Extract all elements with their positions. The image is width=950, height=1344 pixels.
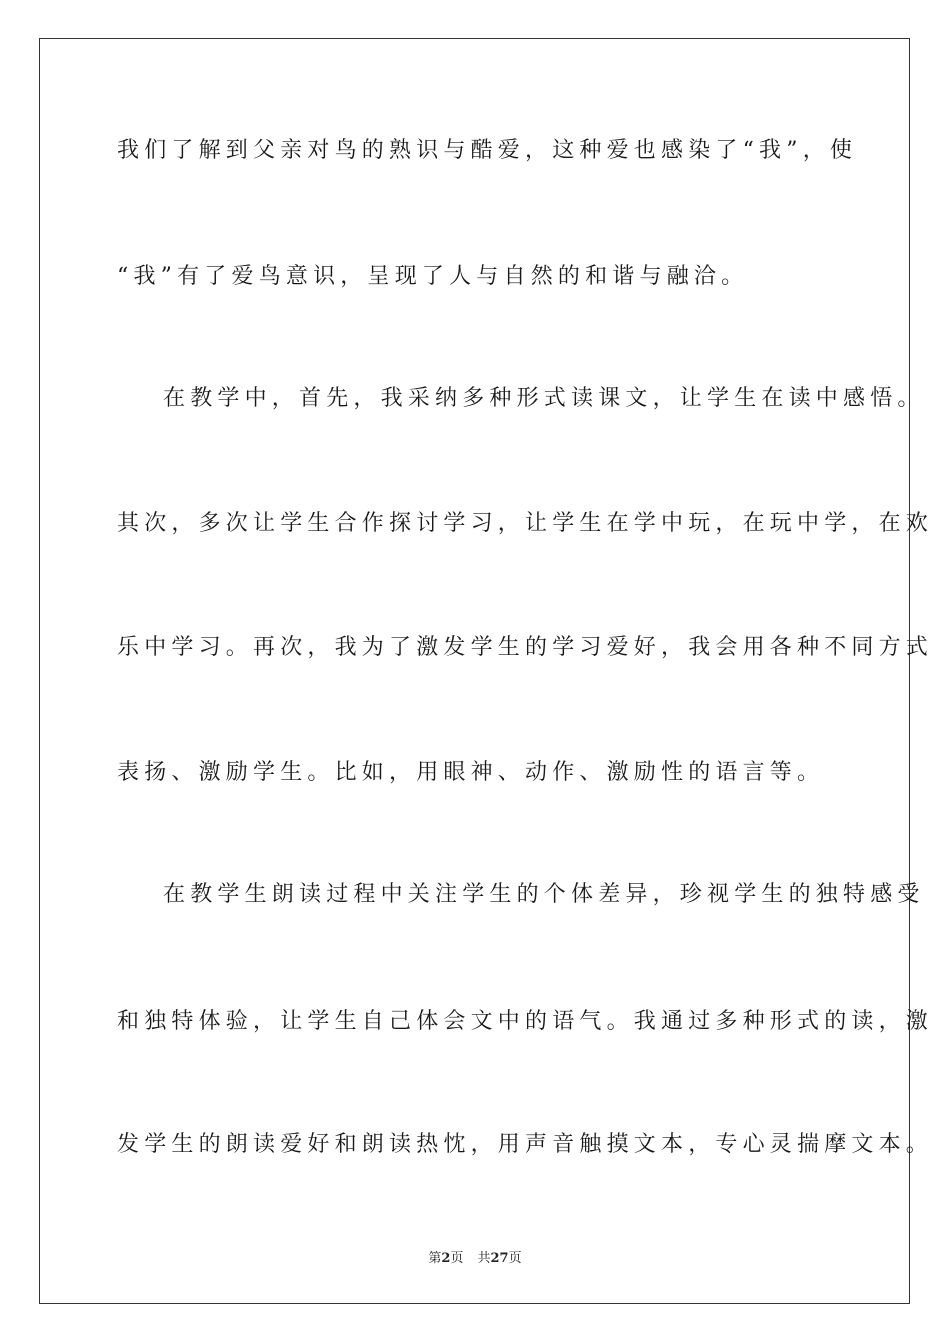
text-line-7: 在教学生朗读过程中关注学生的个体差异，珍视学生的独特感受: [163, 882, 925, 907]
text-line-4: 其次，多次让学生合作探讨学习，让学生在学中玩，在玩中学，在欢: [117, 511, 934, 536]
text-line-5: 乐中学习。再次，我为了激发学生的学习爱好，我会用各种不同方式: [117, 635, 934, 660]
text-line-9: 发学生的朗读爱好和朗读热忱，用声音触摸文本，专心灵揣摩文本。: [117, 1132, 934, 1157]
total-pages: 共27页: [477, 1251, 522, 1266]
text-line-2: “我”有了爱鸟意识，呈现了人与自然的和谐与融洽。: [117, 264, 749, 289]
page-border: [39, 38, 934, 1304]
text-line-3: 在教学中，首先，我采纳多种形式读课文，让学生在读中感悟。: [163, 386, 925, 411]
page-number: 第2页: [428, 1251, 464, 1266]
text-line-6: 表扬、激励学生。比如，用眼神、动作、激励性的语言等。: [117, 760, 825, 785]
page-footer: [0, 1247, 950, 1266]
text-line-1: 我们了解到父亲对鸟的熟识与酷爱，这种爱也感染了“我”，使: [117, 138, 858, 163]
text-line-8: 和独特体验，让学生自己体会文中的语气。我通过多种形式的读，激: [117, 1009, 934, 1034]
